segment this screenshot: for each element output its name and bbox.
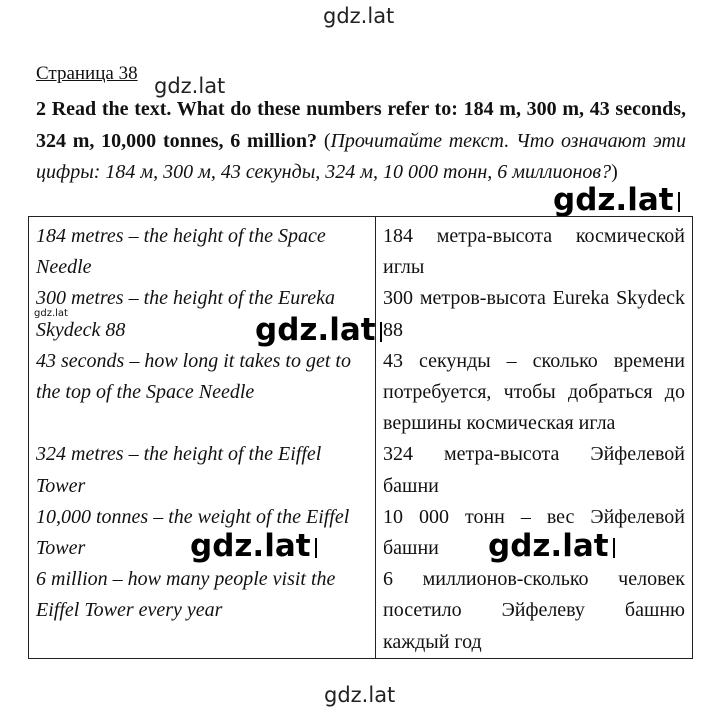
watermark-bottom: gdz.lat	[324, 683, 396, 707]
russian-row-2: 300 метров-высота Eureka Skydeck 88	[383, 287, 685, 341]
russian-row-6: 6 миллионов-сколько человек посетило Эйфелеву башню каждый год	[383, 568, 685, 653]
page-label: Страница 38	[36, 63, 138, 84]
watermark-right-of-task: gdz.lat	[553, 185, 680, 216]
watermark-top: gdz.lat	[323, 4, 395, 28]
task-open-paren: (	[323, 129, 331, 152]
english-row-4: 324 metres – the height of the Eiffel Tower	[36, 443, 322, 497]
russian-row-4: 324 метра-высота Эйфелевой башни	[383, 443, 685, 497]
watermark-tiny: gdz.lat	[34, 308, 68, 319]
english-column	[29, 217, 376, 659]
watermark-lower-left: gdz.lat	[190, 531, 317, 562]
watermark-lower-right: gdz.lat	[488, 531, 615, 562]
english-row-5: 10,000 tonnes – the weight of the Eiffel Tower	[36, 505, 350, 560]
watermark-middle: gdz.lat	[255, 315, 382, 346]
english-row-6: 6 million – how many people visit the Eiffel Tower every year	[36, 568, 336, 622]
russian-row-3: 43 секунды – сколько времени потребуется, чтобы добраться до вершины космическая игла	[383, 349, 685, 435]
task-question: 2 Read the text. What do these numbers refer to: 184 m, 300 m, 43 seconds, 324 m, 10,000 tonnes, 6 million?	[36, 98, 686, 152]
english-row-2: 300 metres – the height of the Eureka Skydeck 88	[36, 287, 336, 341]
russian-row-1: 184 метра-высота космической иглы	[383, 225, 685, 279]
english-row-1: 184 metres – the height of the Space Needle	[36, 225, 326, 279]
answers-table	[28, 216, 693, 659]
russian-column	[376, 217, 693, 659]
task-translation: Прочитайте текст. Что означают эти цифры: 184 м, 300 м, 43 секунды, 324 м, 10 000 тонн, 6 миллионов?	[36, 129, 686, 183]
watermark-page-label: gdz.lat	[154, 74, 226, 98]
task-text	[36, 94, 686, 189]
task-close-paren: )	[611, 161, 618, 183]
english-row-3: 43 seconds – how long it takes to get to the top of the Space Needle	[36, 349, 351, 404]
russian-row-5: 10 000 тонн – вес Эйфелевой башни	[383, 505, 685, 560]
